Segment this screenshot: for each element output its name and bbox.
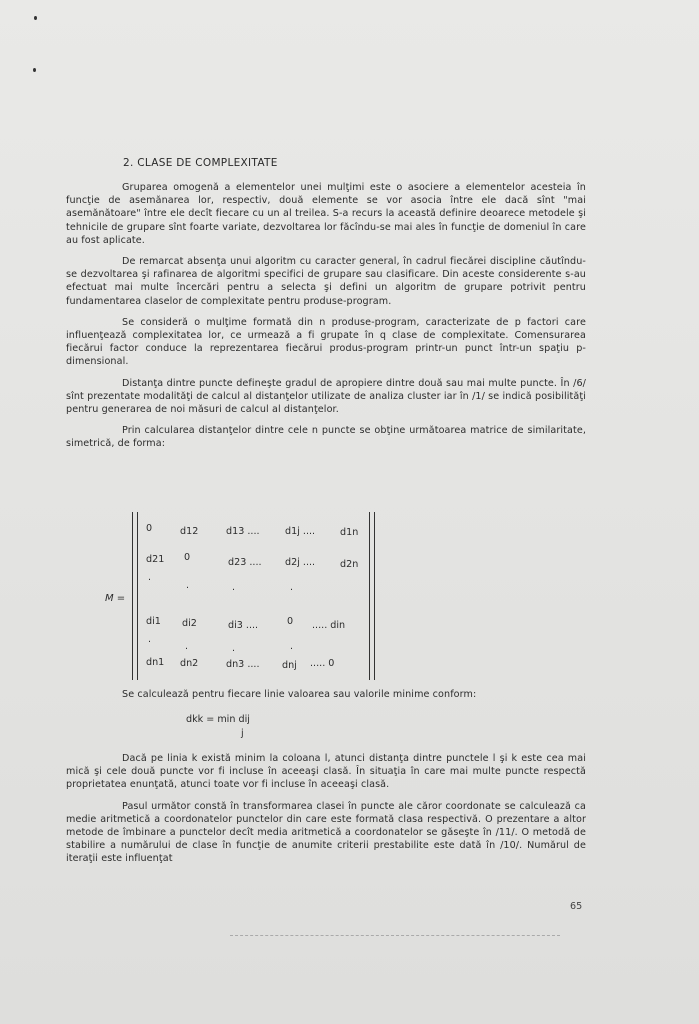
paragraph: Pasul următor constă în transformarea clasei în puncte ale căror coordonate se calculează ca medie aritmetică a coordonatelor punctelor din care este formată clasa respectivă. O prezentare a altor metode de îmbinare a punctelor decît media aritmetică a coordonatelor se găseşte în /11/. O metodă de stabilire a numărului de clase în funcţie de anumite criterii prestabilite este dată în /10/. Numărul de iteraţii este influenţat <box>66 800 586 865</box>
matrix-cell: d21 <box>146 554 165 565</box>
ink-speck <box>33 68 36 72</box>
matrix-right-bar <box>369 512 370 680</box>
matrix-cell: dn3 .... <box>226 659 260 670</box>
matrix-cell: 0 <box>146 523 153 534</box>
paragraph: Se calculează pentru fiecare linie valoarea sau valorile minime conform: <box>122 689 477 700</box>
matrix-cell: ..... din <box>312 620 346 631</box>
matrix-cell: di3 .... <box>228 620 259 631</box>
matrix-cell: d13 .... <box>226 526 260 537</box>
matrix-cell: d1j .... <box>285 526 316 537</box>
matrix-cell: . <box>232 582 236 593</box>
matrix-cell: . <box>290 641 294 652</box>
matrix-cell: di2 <box>182 618 197 629</box>
matrix-cell: . <box>148 572 152 583</box>
paragraph: De remarcat absenţa unui algoritm cu caracter general, în cadrul fiecărei discipline căutîndu-se dezvoltarea şi rafinarea de algoritmi specifici de grupare sau clasificare. Din aceste considerente s-au efectuat mai multe încercări pentru a selecta şi defini un algoritm de grupare potrivit pentru fundamentarea claselor de complexitate pentru produse-program. <box>66 256 586 307</box>
bleed-through-line <box>230 935 560 936</box>
matrix-cell: . <box>148 634 152 645</box>
matrix-cell: 0 <box>184 552 191 563</box>
paragraph: Gruparea omogenă a elementelor unei mulţimi este o asociere a elementelor acesteia în funcţie de asemănarea lor, respectiv, două elemente se vor asocia între ele dacă sînt "mai asemănătoare" între ele decît fiecare cu un al treilea. S-a recurs la această definire deoarece metodele şi tehnicile de grupare sînt foarte variate, dezvoltarea lor făcîndu-se mai ales în funcţie de domeniul în care au fost aplicate. <box>66 182 586 246</box>
section-heading: 2. CLASE DE COMPLEXITATE <box>123 157 278 169</box>
paragraph: Prin calcularea distanţelor dintre cele n puncte se obţine următoarea matrice de similaritate, simetrică, de forma: <box>66 425 586 450</box>
body-text-bottom <box>66 752 586 866</box>
matrix-cell: dn1 <box>146 657 165 668</box>
paragraph: Distanţa dintre puncte defineşte gradul de apropiere dintre două sau mai multe puncte. În /6/ sînt prezentate modalităţi de calcul al distanţelor utilizate de analiza cluster iar în /1/ se indică posibilităţi pentru generarea de noi măsuri de calcul al distanţelor. <box>66 377 586 416</box>
matrix-left-bar <box>137 512 138 680</box>
page-number: 65 <box>570 901 583 912</box>
matrix-cell: . <box>290 582 294 593</box>
matrix-label: M = <box>105 593 126 604</box>
paragraph: Dacă pe linia k există minim la coloana l, atunci distanţa dintre punctele l şi k este cea mai mică şi cele două puncte vor fi incluse în aceeaşi clasă. În situaţia în care mai multe puncte respectă proprietatea enunţată, atunci toate vor fi incluse în aceeaşi clasă. <box>66 753 586 791</box>
matrix-right-bar <box>374 512 375 680</box>
matrix-cell: d2n <box>340 559 359 570</box>
matrix-cell: d2j .... <box>285 557 316 568</box>
matrix-cell: . <box>185 641 189 652</box>
matrix-cell: dn2 <box>180 658 199 669</box>
matrix-cell: di1 <box>146 616 161 627</box>
ink-speck <box>34 16 37 20</box>
body-text-top <box>66 181 586 451</box>
matrix-cell: 0 <box>287 616 294 627</box>
matrix-cell: . <box>186 580 190 591</box>
formula-subscript: j <box>241 728 244 739</box>
paragraph: Se consideră o mulţime formată din n produse-program, caracterizate de p factori care influenţează complexitatea lor, ce urmează a fi grupate în q clase de complexitate. Comensurarea fiecărui factor conduce la reprezentarea fiecărui produs-program printr-un punct într-un spaţiu p-dimensional. <box>66 316 586 368</box>
matrix-cell: d1n <box>340 527 359 538</box>
matrix-cell: d12 <box>180 526 199 537</box>
after-matrix-text <box>66 688 586 701</box>
matrix-left-bar <box>132 512 133 680</box>
matrix-cell: ..... 0 <box>310 658 335 669</box>
min-formula: dkk = min dij <box>186 714 250 725</box>
matrix-cell: d23 .... <box>228 557 262 568</box>
matrix-cell: dnj <box>282 660 297 671</box>
matrix-cell: . <box>232 643 236 654</box>
